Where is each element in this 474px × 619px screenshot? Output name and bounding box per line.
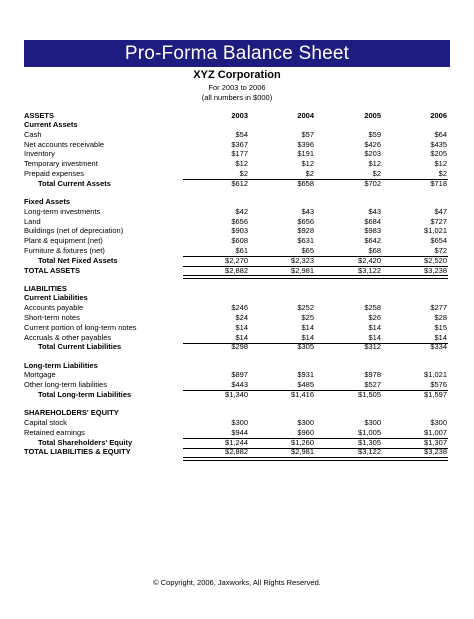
row-value: $527	[364, 380, 381, 390]
row-label: TOTAL LIABILITIES & EQUITY	[24, 447, 131, 457]
row-value: $658	[297, 178, 314, 188]
row-label: Cash	[24, 129, 42, 139]
row-value: $65	[301, 245, 314, 255]
row-value: $396	[297, 139, 314, 149]
row-value: $2,882	[225, 447, 248, 457]
rule-line	[183, 390, 448, 391]
row-label: Plant & equipment (net)	[24, 236, 103, 246]
row-value: $1,340	[225, 389, 248, 399]
row-value: $2,323	[291, 255, 314, 265]
row-value: $312	[364, 342, 381, 352]
row-value: $59	[368, 129, 381, 139]
rule-line	[183, 343, 448, 344]
row-value: $960	[297, 427, 314, 437]
row-value: $1,244	[225, 437, 248, 447]
rule-line	[183, 448, 448, 449]
row-value: $2,270	[225, 255, 248, 265]
row-label: Current portion of long-term notes	[24, 322, 137, 332]
row-value: $608	[231, 236, 248, 246]
row-value: $277	[430, 303, 447, 313]
row-label: Total Long-term Liabilities	[38, 389, 132, 399]
row-value: $928	[297, 226, 314, 236]
row-value: $300	[231, 417, 248, 427]
row-value: $656	[297, 216, 314, 226]
row-value: $14	[368, 322, 381, 332]
row-value: $426	[364, 139, 381, 149]
row-value: $3,238	[424, 265, 447, 275]
row-value: $300	[430, 417, 447, 427]
row-label: Inventory	[24, 149, 55, 159]
title-banner: Pro-Forma Balance Sheet	[24, 40, 450, 67]
year-header-2003: 2003	[231, 111, 248, 120]
row-value: $1,307	[424, 437, 447, 447]
period-text: For 2003 to 2006	[208, 83, 266, 92]
row-value: $2,981	[291, 447, 314, 457]
row-value: $298	[231, 342, 248, 352]
row-label: Land	[24, 216, 41, 226]
row-value: $983	[364, 226, 381, 236]
row-value: $26	[368, 313, 381, 323]
row-value: $334	[430, 342, 447, 352]
row-value: $14	[434, 332, 447, 342]
row-label: LIABILITIES	[24, 283, 67, 293]
row-label: Buildings (net of depreciation)	[24, 226, 124, 236]
row-value: $1,005	[358, 427, 381, 437]
row-value: $43	[301, 206, 314, 216]
company-name: XYZ Corporation	[193, 69, 281, 81]
row-value: $203	[364, 149, 381, 159]
row-value: $12	[235, 159, 248, 169]
row-value: $1,260	[291, 437, 314, 447]
row-value: $2	[438, 169, 447, 178]
double-rule-line	[183, 457, 448, 461]
row-value: $642	[364, 236, 381, 246]
row-value: $2,882	[225, 265, 248, 275]
row-value: $1,021	[424, 226, 447, 236]
row-value: $2,420	[358, 255, 381, 265]
row-value: $28	[434, 313, 447, 323]
row-value: $14	[301, 332, 314, 342]
row-value: $654	[430, 236, 447, 246]
row-value: $43	[368, 206, 381, 216]
row-label: Accruals & other payables	[24, 332, 112, 342]
row-value: $485	[297, 380, 314, 390]
rule-line	[183, 256, 448, 257]
row-value: $47	[434, 206, 447, 216]
row-value: $64	[434, 129, 447, 139]
row-label: Total Shareholders' Equity	[38, 437, 133, 447]
row-value: $2,520	[424, 255, 447, 265]
row-value: $1,505	[358, 389, 381, 399]
row-label: Current Liabilities	[24, 293, 88, 303]
row-value: $897	[231, 370, 248, 380]
units-text: (all numbers in $000)	[201, 93, 273, 102]
row-label: Other long-term liabilities	[24, 380, 107, 390]
row-value: $300	[297, 417, 314, 427]
row-label: Prepaid expenses	[24, 169, 85, 178]
row-value: $1,007	[424, 427, 447, 437]
row-label: Accounts payable	[24, 303, 84, 313]
row-value: $576	[430, 380, 447, 390]
year-header-2005: 2005	[364, 111, 381, 120]
row-label: Total Current Liabilities	[38, 342, 122, 352]
row-value: $2	[239, 169, 248, 178]
row-value: $367	[231, 139, 248, 149]
row-value: $656	[231, 216, 248, 226]
row-value: $1,597	[424, 389, 447, 399]
row-value: $57	[301, 129, 314, 139]
row-value: $1,305	[358, 437, 381, 447]
row-label: Mortgage	[24, 370, 56, 380]
row-value: $15	[434, 322, 447, 332]
assets-heading: ASSETS	[24, 111, 55, 120]
row-value: $727	[430, 216, 447, 226]
year-header-2006: 2006	[430, 111, 447, 120]
row-value: $205	[430, 149, 447, 159]
row-value: $305	[297, 342, 314, 352]
row-value: $435	[430, 139, 447, 149]
row-value: $12	[368, 159, 381, 169]
row-label: SHAREHOLDERS' EQUITY	[24, 408, 119, 418]
row-label: Short-term notes	[24, 313, 80, 323]
row-value: $443	[231, 380, 248, 390]
row-value: $72	[434, 245, 447, 255]
row-value: $931	[297, 370, 314, 380]
row-value: $3,122	[358, 447, 381, 457]
row-value: $3,238	[424, 447, 447, 457]
row-value: $25	[301, 313, 314, 323]
row-value: $612	[231, 178, 248, 188]
row-value: $2	[372, 169, 381, 178]
row-value: $24	[235, 313, 248, 323]
row-value: $177	[231, 149, 248, 159]
row-label: Capital stock	[24, 417, 67, 427]
row-value: $14	[235, 322, 248, 332]
row-value: $1,416	[291, 389, 314, 399]
row-value: $42	[235, 206, 248, 216]
row-value: $246	[231, 303, 248, 313]
row-value: $978	[364, 370, 381, 380]
row-value: $14	[301, 322, 314, 332]
rule-line	[183, 179, 448, 180]
double-rule-line	[183, 275, 448, 279]
row-label: TOTAL ASSETS	[24, 265, 80, 275]
row-label: Retained earnings	[24, 427, 85, 437]
year-header-2004: 2004	[297, 111, 314, 120]
row-label: Net accounts receivable	[24, 139, 105, 149]
row-value: $702	[364, 178, 381, 188]
row-value: $54	[235, 129, 248, 139]
row-value: $2,981	[291, 265, 314, 275]
row-value: $684	[364, 216, 381, 226]
row-value: $944	[231, 427, 248, 437]
row-label: Furniture & fixtures (net)	[24, 245, 105, 255]
rule-line	[183, 438, 448, 439]
row-value: $1,021	[424, 370, 447, 380]
row-value: $258	[364, 303, 381, 313]
row-value: $252	[297, 303, 314, 313]
row-value: $68	[368, 245, 381, 255]
row-value: $718	[430, 178, 447, 188]
rule-line	[183, 266, 448, 267]
row-value: $300	[364, 417, 381, 427]
row-value: $14	[368, 332, 381, 342]
row-value: $2	[305, 169, 314, 178]
row-label: Fixed Assets	[24, 196, 70, 206]
row-value: $191	[297, 149, 314, 159]
row-value: $631	[297, 236, 314, 246]
row-value: $14	[235, 332, 248, 342]
row-value: $903	[231, 226, 248, 236]
row-label: Long-term investments	[24, 206, 101, 216]
copyright-footer: © Copyright, 2006, Jaxworks, All Rights Reserved.	[153, 578, 321, 587]
row-label: Temporary investment	[24, 159, 98, 169]
row-label: Long-term Liabilities	[24, 360, 98, 370]
row-label: Total Net Fixed Assets	[38, 255, 118, 265]
row-label: Current Assets	[24, 120, 78, 129]
row-value: $61	[235, 245, 248, 255]
row-value: $12	[301, 159, 314, 169]
row-value: $3,122	[358, 265, 381, 275]
row-label: Total Current Assets	[38, 178, 111, 188]
row-value: $12	[434, 159, 447, 169]
